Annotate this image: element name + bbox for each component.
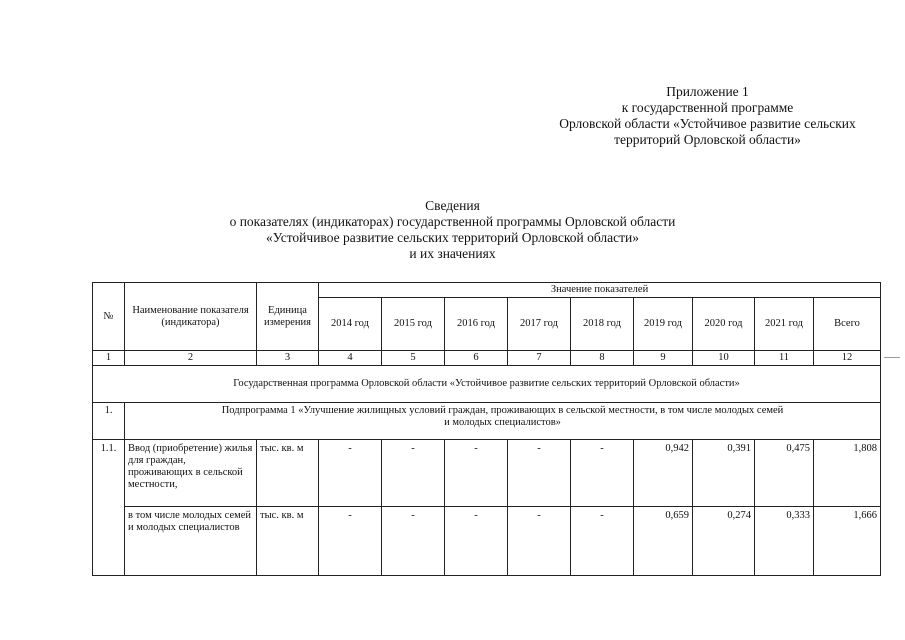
header-values-group: Значение показателей	[319, 283, 881, 298]
appendix-line-2: к государственной программе	[621, 100, 794, 115]
row-unit: тыс. кв. м	[257, 507, 319, 576]
row-unit: тыс. кв. м	[257, 440, 319, 507]
header-no: №	[93, 283, 125, 351]
column-number: 4	[319, 351, 382, 366]
heading-line-1: Сведения	[425, 198, 480, 213]
appendix-line-3: Орловской области «Устойчивое развитие сельских	[559, 116, 856, 131]
subprogram-title-line-2: и молодых специалистов»	[444, 417, 561, 428]
header-year: 2021 год	[755, 298, 814, 351]
indicators-table	[92, 282, 881, 576]
header-unit: Единица измерения	[257, 283, 319, 351]
subprogram-no: 1.	[93, 403, 125, 440]
heading-line-4: и их значениях	[409, 246, 496, 261]
header-year: 2014 год	[319, 298, 382, 351]
column-number: 9	[634, 351, 693, 366]
heading-line-2: о показателях (индикаторах) государственной программы Орловской области	[229, 214, 676, 229]
row-name: Ввод (приобретение) жилья для граждан, проживающих в сельской местности,	[125, 440, 257, 507]
header-name: Наименование показателя (индикатора)	[125, 283, 257, 351]
subprogram-row	[93, 403, 881, 440]
row-value: -	[571, 440, 634, 507]
header-year: 2020 год	[693, 298, 755, 351]
row-value: -	[382, 440, 445, 507]
row-value: 0,659	[634, 507, 693, 576]
column-number: 10	[693, 351, 755, 366]
row-total: 1,808	[814, 440, 881, 507]
column-number: 11	[755, 351, 814, 366]
column-number: 1	[93, 351, 125, 366]
row-value: 0,475	[755, 440, 814, 507]
row-value: -	[571, 507, 634, 576]
row-name: в том числе молодых семей и молодых специалистов	[125, 507, 257, 576]
row-value: -	[382, 507, 445, 576]
row-value: -	[319, 507, 382, 576]
column-number: 7	[508, 351, 571, 366]
header-year: 2015 год	[382, 298, 445, 351]
row-value: 0,391	[693, 440, 755, 507]
header-year: 2018 год	[571, 298, 634, 351]
row-total: 1,666	[814, 507, 881, 576]
scan-artifact-line	[884, 357, 900, 358]
header-year: 2016 год	[445, 298, 508, 351]
heading-line-3: «Устойчивое развитие сельских территорий Орловской области»	[266, 230, 639, 245]
row-value: -	[508, 507, 571, 576]
row-value: -	[319, 440, 382, 507]
appendix-line-1: Приложение 1	[666, 84, 749, 99]
subprogram-title	[125, 403, 881, 440]
row-value: 0,333	[755, 507, 814, 576]
header-year: 2017 год	[508, 298, 571, 351]
program-title-row	[93, 366, 881, 403]
column-number: 12	[814, 351, 881, 366]
row-value: -	[508, 440, 571, 507]
header-total: Всего	[814, 298, 881, 351]
program-title: Государственная программа Орловской области «Устойчивое развитие сельских территорий Орловской области»	[93, 366, 881, 403]
header-row	[93, 283, 881, 298]
row-value: 0,942	[634, 440, 693, 507]
table-row	[93, 440, 881, 507]
appendix-note	[520, 84, 895, 148]
column-number: 8	[571, 351, 634, 366]
appendix-line-4: территорий Орловской области»	[614, 132, 801, 147]
row-no: 1.1.	[93, 440, 125, 576]
document-heading	[180, 198, 725, 262]
table-row	[93, 507, 881, 576]
row-value: -	[445, 507, 508, 576]
row-value: -	[445, 440, 508, 507]
row-value: 0,274	[693, 507, 755, 576]
column-number: 6	[445, 351, 508, 366]
header-year: 2019 год	[634, 298, 693, 351]
column-number: 3	[257, 351, 319, 366]
subprogram-title-line-1: Подпрограмма 1 «Улучшение жилищных условий граждан, проживающих в сельской местности, в том числе молодых семей	[221, 405, 784, 416]
column-number: 2	[125, 351, 257, 366]
column-numbers-row	[93, 351, 881, 366]
column-number: 5	[382, 351, 445, 366]
